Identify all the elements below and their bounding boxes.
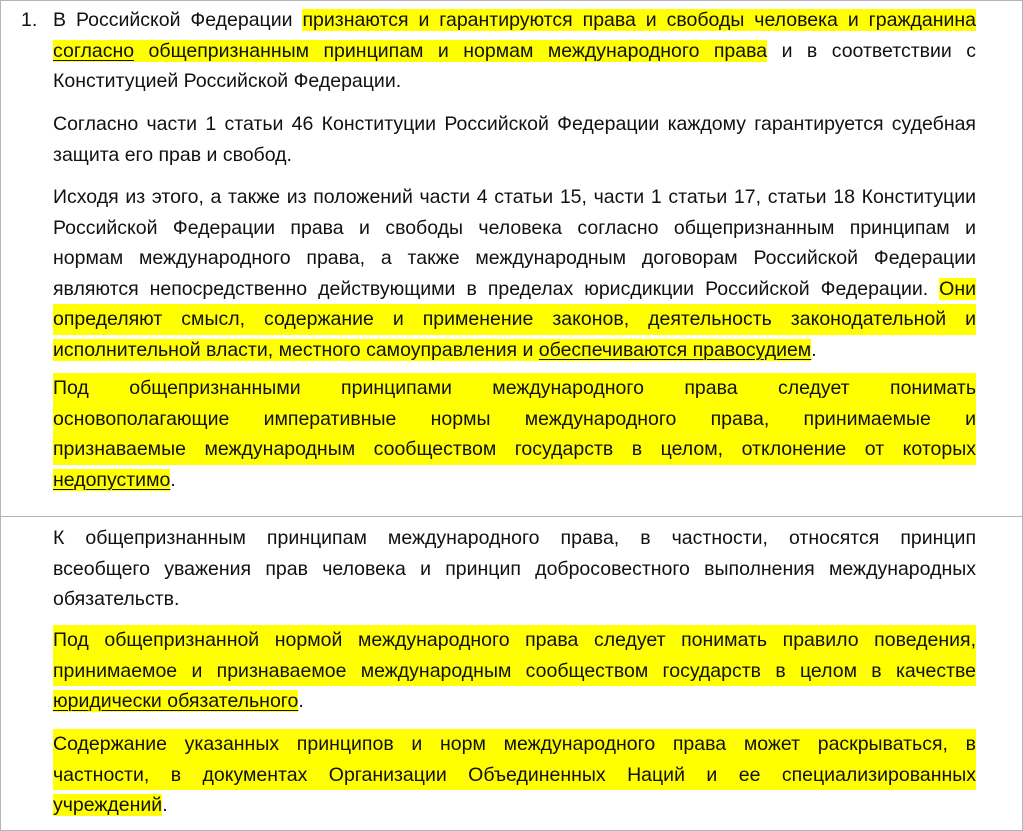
paragraph-4-line-3: признаваемые международным сообществом государств в целом, отклонение от которых [53, 434, 976, 465]
paragraph-3-line-3: нормам международного права, а также международным договорам Российской Федерации [53, 247, 976, 269]
paragraph-3-line-1: Исходя из этого, а также из положений части 4 статьи 15, части 1 статьи 17, статьи 18 Конституции [53, 186, 976, 208]
paragraph-7-line-2: частности, в документах Организации Объединенных Наций и ее специализированных [53, 760, 976, 791]
highlight-underlined: юридически обязательного [53, 690, 299, 712]
paragraph-2-line-1: Согласно части 1 статьи 46 Конституции Российской Федерации каждому гарантируется судебная [53, 113, 976, 135]
paragraph-6-line-3: юридически обязательного. [53, 690, 304, 712]
paragraph-1 [53, 5, 976, 97]
paragraph-2 [53, 109, 976, 170]
page-break-divider [1, 516, 1022, 517]
paragraph-3-line-2: Российской Федерации права и свободы человека согласно общепризнанным принципам и [53, 216, 976, 239]
paragraph-7-line-1: Содержание указанных принципов и норм международного права может раскрываться, в [53, 729, 976, 760]
paragraph-6 [53, 625, 976, 717]
paragraph-4-line-4: недопустимо. [53, 468, 176, 491]
paragraph-4-line-2: основополагающие императивные нормы международного права, принимаемые и [53, 404, 976, 435]
paragraph-1-line-2: согласно общепризнанным принципам и нормам международного права и в соответствии с [53, 39, 976, 62]
paragraph-1-line-3: Конституцией Российской Федерации. [53, 70, 402, 92]
paragraph-5-line-2: всеобщего уважения прав человека и принцип добросовестного выполнения международных [53, 557, 976, 580]
paragraph-3-line-6: исполнительной власти, местного самоуправления и обеспечиваются правосудием. [53, 338, 817, 361]
highlight-underlined: недопустимо [53, 468, 171, 491]
paragraph-6-line-2: принимаемое и признаваемое международным сообществом государств в целом в качестве [53, 656, 976, 687]
paragraph-7 [53, 729, 976, 821]
list-number: 1. [21, 9, 38, 31]
paragraph-2-line-2: защита его прав и свобод. [53, 143, 292, 166]
paragraph-4-line-1: Под общепризнанными принципами международного права следует понимать [53, 373, 976, 404]
paragraph-3-line-5: определяют смысл, содержание и применение законов, деятельность законодательной и [53, 304, 976, 335]
highlight-underlined: согласно [53, 39, 135, 62]
highlight: признаются и гарантируются права и свободы человека и гражданина [302, 9, 976, 31]
paragraph-4 [53, 373, 976, 495]
highlight-underlined: обеспечиваются правосудием [538, 338, 812, 361]
paragraph-7-line-3: учреждений. [53, 794, 168, 816]
paragraph-1-line-1: В Российской Федерации признаются и гарантируются права и свободы человека и гражданина [53, 9, 976, 31]
paragraph-5-line-3: обязательств. [53, 588, 180, 610]
highlight: Они [939, 277, 976, 300]
paragraph-5-line-1: К общепризнанным принципам международного права, в частности, относятся принцип [53, 527, 976, 549]
paragraph-3-line-4: являются непосредственно действующими в пределах юрисдикции Российской Федерации. Они [53, 277, 976, 300]
paragraph-3 [53, 182, 976, 365]
highlight: исполнительной власти, местного самоуправления и [53, 338, 539, 361]
paragraph-6-line-1: Под общепризнанной нормой международного права следует понимать правило поведения, [53, 625, 976, 656]
highlight: учреждений [53, 794, 163, 816]
highlight: общепризнанным принципам и нормам международного права [134, 39, 768, 62]
paragraph-5 [53, 523, 976, 615]
